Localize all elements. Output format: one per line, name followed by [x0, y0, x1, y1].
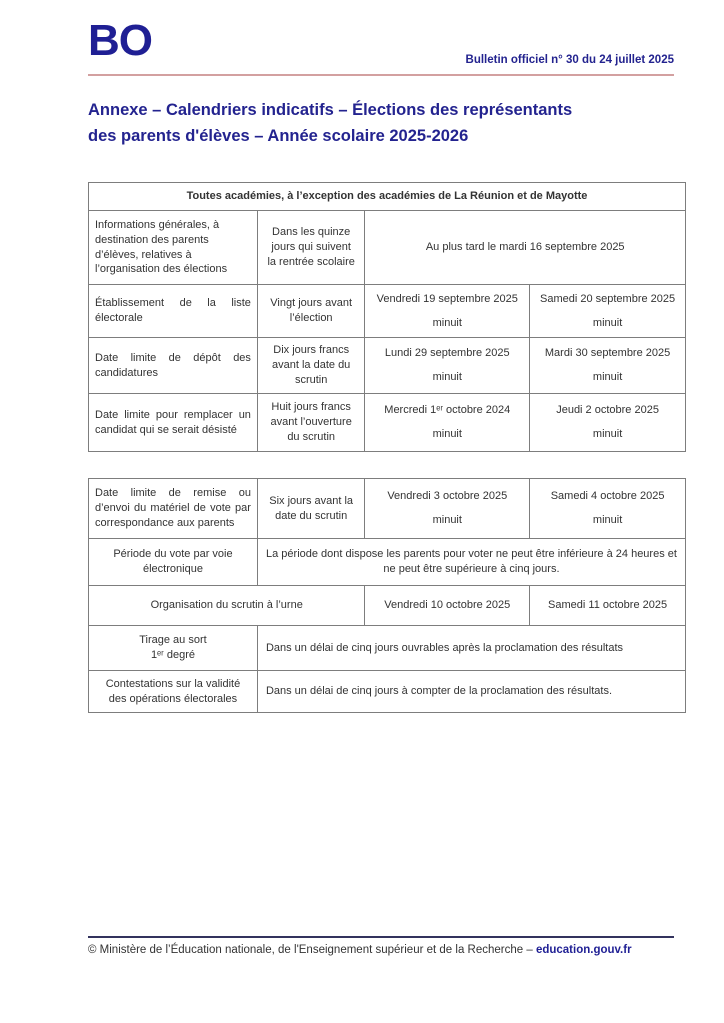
time-value: minuit	[592, 316, 623, 329]
footer	[88, 944, 686, 956]
cell-date-1: Vendredi 10 octobre 2025	[365, 586, 530, 626]
table-row	[89, 394, 686, 452]
date-value: Samedi 4 octobre 2025	[550, 490, 665, 503]
date-value: Samedi 20 septembre 2025	[540, 292, 676, 305]
label-line2: 1ᵉʳ degré	[150, 649, 195, 661]
footer-link[interactable]: education.gouv.fr	[535, 944, 632, 956]
calendar-table-secondary	[88, 478, 686, 713]
page-header	[88, 18, 674, 68]
time-value: minuit	[432, 316, 462, 329]
cell-deadline: Dix jours francs avant la date du scrutin	[257, 338, 364, 394]
table-row	[89, 338, 686, 394]
cell-date-1	[365, 479, 530, 539]
page-title-line1: Annexe – Calendriers indicatifs – Élections des représentants	[88, 101, 573, 119]
cell-label: Contestations sur la validité des opérations électorales	[89, 671, 258, 713]
cell-deadline: Vingt jours avant l’élection	[257, 285, 364, 338]
time-value: minuit	[432, 514, 462, 526]
time-value: minuit	[592, 371, 623, 383]
cell-date-2	[530, 479, 686, 539]
table-row	[89, 211, 686, 285]
date-value: Mardi 30 septembre 2025	[544, 347, 671, 360]
time-value: minuit	[432, 428, 462, 440]
time-value: minuit	[592, 428, 623, 440]
page-title-line2: des parents d'élèves – Année scolaire 2025-2026	[88, 127, 469, 145]
footer-divider	[88, 936, 674, 938]
cell-label: Date limite pour remplacer un candidat qui se serait désisté	[89, 394, 258, 452]
table-header-cell: Toutes académies, à l’exception des académies de La Réunion et de Mayotte	[89, 183, 686, 211]
table-row	[89, 285, 686, 338]
table-row	[89, 586, 686, 626]
cell-date-1	[365, 338, 530, 394]
date-value: Jeudi 2 octobre 2025	[556, 404, 659, 417]
cell-date-1	[365, 285, 530, 338]
cell-date-2	[530, 285, 686, 338]
date-value: Mercredi 1ᵉʳ octobre 2024	[384, 404, 511, 417]
header-divider	[88, 74, 674, 76]
table-header-row	[89, 183, 686, 211]
cell-label: Date limite de dépôt des candidatures	[89, 338, 258, 394]
time-value: minuit	[432, 371, 462, 383]
issue-label: Bulletin officiel n° 30 du 24 juillet 2025	[465, 54, 674, 66]
cell-label-merged: Organisation du scrutin à l’urne	[89, 586, 365, 626]
cell-date-1	[365, 394, 530, 452]
cell-label: Informations générales, à destination des parents d’élèves, relatives à l’organisation des élections	[89, 211, 258, 285]
table-row	[89, 626, 686, 671]
label-line1: Tirage au sort	[139, 634, 207, 647]
footer-copyright: © Ministère de l’Éducation nationale, de l'Enseignement supérieur et de la Recherche –	[88, 944, 536, 956]
cell-description: Dans un délai de cinq jours à compter de la proclamation des résultats.	[257, 671, 685, 713]
cell-deadline: Huit jours francs avant l’ouverture du scrutin	[257, 394, 364, 452]
cell-description: Dans un délai de cinq jours ouvrables après la proclamation des résultats	[257, 626, 685, 671]
calendar-table-main	[88, 182, 686, 452]
time-value: minuit	[592, 514, 623, 526]
cell-deadline: Six jours avant la date du scrutin	[257, 479, 364, 539]
table-row	[89, 479, 686, 539]
cell-label: Date limite de remise ou d’envoi du matériel de vote par correspondance aux parents	[89, 479, 258, 539]
cell-label	[89, 626, 258, 671]
cell-date-merged: Au plus tard le mardi 16 septembre 2025	[365, 211, 686, 285]
cell-date-2	[530, 394, 686, 452]
date-value: Lundi 29 septembre 2025	[384, 347, 510, 360]
cell-description: La période dont dispose les parents pour voter ne peut être inférieure à 24 heures et ne peut être supérieure à cinq jours.	[257, 539, 685, 586]
cell-label: Période du vote par voie électronique	[89, 539, 258, 586]
page-title	[88, 97, 698, 149]
table-row	[89, 539, 686, 586]
bo-logo: BO	[88, 16, 152, 65]
cell-label: Établissement de la liste électorale	[89, 285, 258, 338]
cell-date-2: Samedi 11 octobre 2025	[530, 586, 686, 626]
date-value: Vendredi 3 octobre 2025	[387, 490, 508, 503]
table-row	[89, 671, 686, 713]
cell-date-2	[530, 338, 686, 394]
date-value: Vendredi 19 septembre 2025	[376, 292, 518, 305]
cell-deadline: Dans les quinze jours qui suivent la rentrée scolaire	[257, 211, 364, 285]
